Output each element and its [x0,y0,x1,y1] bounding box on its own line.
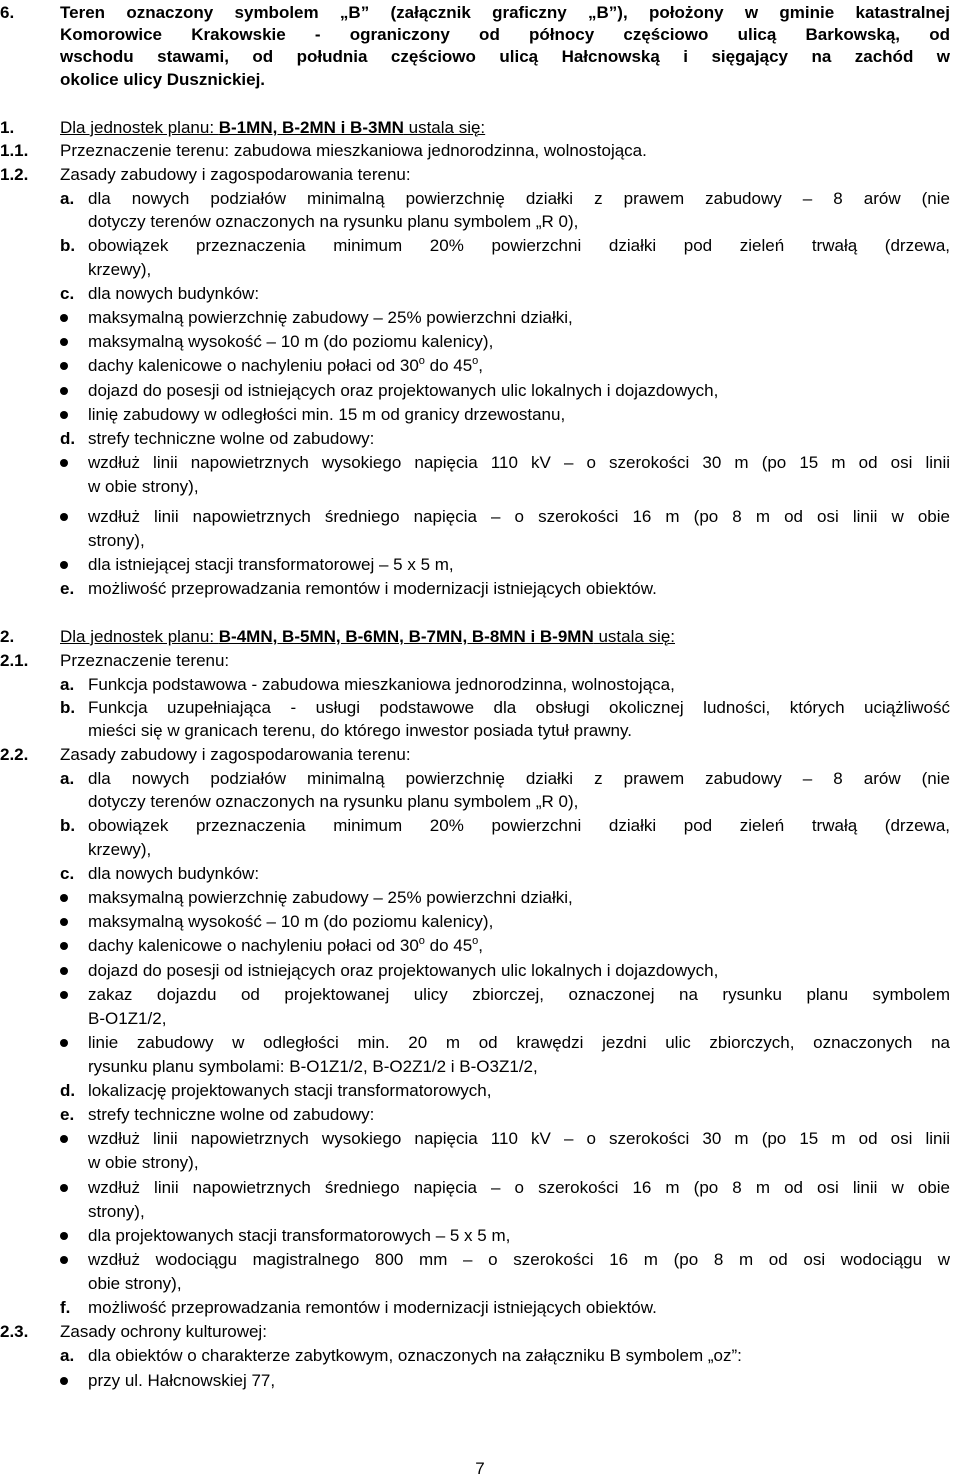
paragraph-text: Przeznaczenie terenu: [60,651,230,670]
bullet-text: dojazd do posesji od istniejących oraz projektowanych ulic lokalnych i dojazdowych, [88,961,719,980]
heading-line: Teren oznaczony symbolem „B” (załącznik graficzny „B”), położony w gminie katastralnej [60,3,950,22]
bullet-icon [60,362,68,370]
bullet-text: wzdłuż linii napowietrznych średniego napięcia – o szerokości 16 m (po 8 m od osi linii w obie [88,1178,950,1197]
bullet-text: dojazd do posesji od istniejących oraz projektowanych ulic lokalnych i dojazdowych, [88,381,719,400]
bullet-item [0,935,960,957]
bullet-text: wzdłuż wodociągu magistralnego 800 mm – o szerokości 16 m (po 8 m od osi wodociągu w [88,1250,950,1269]
bullet-text: w obie strony), [88,1153,199,1172]
bullet-icon [60,513,68,521]
list-item-a [0,188,960,210]
bullet-icon [60,1256,68,1264]
paragraph-text: Przeznaczenie terenu: zabudowa mieszkaniowa jednorodzinna, wolnostojąca. [60,141,647,160]
bullet-item [0,1225,960,1247]
list-item-b [0,815,960,837]
bullet-item-cont [0,1201,960,1223]
section-2-heading [0,626,960,648]
bullet-text: dla istniejącej stacji transformatorowej – 5 x 5 m, [88,555,454,574]
bullet-text: maksymalną wysokość – 10 m (do poziomu kalenicy), [88,912,494,931]
item-text: dla nowych podziałów minimalną powierzchnię działki z prawem zabudowy – 8 arów (nie [88,769,950,788]
heading-prefix: Dla jednostek planu: [60,627,219,646]
item-text: dotyczy terenów oznaczonych na rysunku planu symbolem „R 0), [88,792,579,811]
list-item-b [0,235,960,257]
bullet-item [0,1032,960,1054]
bullet-item [0,1249,960,1271]
item-text: Funkcja podstawowa - zabudowa mieszkaniowa jednorodzinna, wolnostojąca, [88,675,675,694]
bullet-text: wzdłuż linii napowietrznych średniego napięcia – o szerokości 16 m (po 8 m od osi linii w obie [88,507,950,526]
item-label: e. [60,1105,75,1124]
bullet-item-cont [0,530,960,552]
item-number: 1. [0,118,15,137]
item-label: a. [60,1346,75,1365]
item-label: a. [60,769,75,788]
bullet-icon [60,314,68,322]
bullet-icon [60,1377,68,1385]
heading-line: wschodu stawami, od południa częściowo ulicą Hałcnowską i sięgający na zachód w [60,47,950,66]
section-heading-text [60,117,485,139]
bullet-text: wzdłuż linii napowietrznych wysokiego napięcia 110 kV – o szerokości 30 m (po 15 m od osi linii [88,1129,950,1148]
bullet-icon [60,338,68,346]
heading-units: B-4MN, B-5MN, B-6MN, B-7MN, B-8MN i B-9MN [218,627,594,646]
bullet-item [0,1128,960,1150]
item-text: dotyczy terenów oznaczonych na rysunku planu symbolem „R 0), [88,212,579,231]
text-part: , [478,356,484,375]
bullet-item [0,355,960,377]
bullet-text: maksymalną powierzchnię zabudowy – 25% powierzchni działki, [88,888,573,907]
heading-line: Komorowice Krakowskie - ograniczony od północy częściowo ulicą Barkowską, od [60,25,950,44]
heading-line-row [0,46,960,68]
bullet-text: linie zabudowy w odległości min. 20 m od krawędzi jezdni ulic zbiorczych, oznaczonych na [88,1033,950,1052]
bullet-text: maksymalną wysokość – 10 m (do poziomu kalenicy), [88,332,494,351]
heading-line: okolice ulicy Dusznickiej. [60,70,266,89]
item-label: d. [60,429,76,448]
item-label: f. [60,1298,71,1317]
bullet-item [0,984,960,1006]
bullet-item [0,380,960,402]
bullet-item [0,911,960,933]
list-item-a-cont [0,791,960,813]
bullet-item [0,960,960,982]
bullet-item [0,1177,960,1199]
heading-units: B-1MN, B-2MN i B-3MN [218,118,404,137]
degree-sup: o [472,355,479,367]
item-text: Funkcja uzupełniająca - usługi podstawowe dla obsługi okolicznej ludności, których uciążliwość [88,698,950,717]
item-label: c. [60,864,75,883]
item-text: obowiązek przeznaczenia minimum 20% powierzchni działki pod zieleń trwałą (drzewa, [88,816,950,835]
bullet-text [88,935,483,957]
bullet-item-cont [0,1056,960,1078]
text-part: , [478,936,484,955]
bullet-item-cont [0,1273,960,1295]
list-item-a [0,1345,960,1367]
bullet-icon [60,1184,68,1192]
item-text: możliwość przeprowadzania remontów i modernizacji istniejących obiektów. [88,579,657,598]
heading-suffix: ustala się: [403,118,486,137]
item-text: strefy techniczne wolne od zabudowy: [88,429,375,448]
list-item-d [0,428,960,450]
paragraph-2-2 [0,744,960,766]
item-number: 2.2. [0,745,29,764]
item-label: e. [60,579,75,598]
item-number: 2. [0,627,15,646]
list-item-b [0,697,960,719]
paragraph-text: Zasady zabudowy i zagospodarowania terenu: [60,745,411,764]
paragraph-2-1 [0,650,960,672]
heading-line-row [0,69,960,91]
item-label: b. [60,236,76,255]
list-item-d [0,1080,960,1102]
list-item-a [0,768,960,790]
degree-sup: o [472,935,479,947]
heading-line-row [0,24,960,46]
bullet-icon [60,411,68,419]
item-number: 1.1. [0,141,29,160]
section-heading-text [60,626,675,648]
section-1-heading [0,117,960,139]
list-item-f [0,1297,960,1319]
list-item-c [0,863,960,885]
item-text: mieści się w granicach terenu, do którego inwestor posiada tytuł prawny. [88,721,632,740]
bullet-item [0,506,960,528]
heading-suffix: ustala się: [593,627,675,646]
bullet-icon [60,561,68,569]
bullet-icon [60,942,68,950]
degree-sup: o [418,355,425,367]
item-text: krzewy), [88,260,152,279]
section-6-heading [0,2,960,24]
item-number: 2.1. [0,651,29,670]
list-item-e [0,578,960,600]
bullet-icon [60,387,68,395]
list-item-e [0,1104,960,1126]
degree-sup: o [418,935,425,947]
item-text: dla nowych budynków: [88,284,260,303]
item-number: 2.3. [0,1322,29,1341]
page-number: 7 [475,1459,485,1478]
bullet-text: wzdłuż linii napowietrznych wysokiego napięcia 110 kV – o szerokości 30 m (po 15 m od osi linii [88,453,950,472]
bullet-text [88,355,483,377]
text-part: do 45 [424,356,473,375]
item-text: obowiązek przeznaczenia minimum 20% powierzchni działki pod zieleń trwałą (drzewa, [88,236,950,255]
bullet-text: rysunku planu symbolami: B-O1Z1/2, B-O2Z1/2 i B-O3Z1/2, [88,1057,538,1076]
paragraph-1-1 [0,140,960,162]
bullet-item [0,331,960,353]
bullet-item [0,404,960,426]
item-label: a. [60,189,75,208]
bullet-item [0,887,960,909]
section-number: 6. [0,3,15,22]
list-item-b-cont [0,839,960,861]
bullet-icon [60,1232,68,1240]
list-item-b-cont [0,259,960,281]
item-text: dla nowych budynków: [88,864,260,883]
item-text: dla obiektów o charakterze zabytkowym, oznaczonych na załączniku B symbolem „oz”: [88,1346,742,1365]
paragraph-text: Zasady ochrony kulturowej: [60,1322,267,1341]
bullet-text: zakaz dojazdu od projektowanej ulicy zbiorczej, oznaczonej na rysunku planu symbolem [88,985,950,1004]
item-label: d. [60,1081,76,1100]
item-label: c. [60,284,75,303]
bullet-item [0,307,960,329]
item-label: b. [60,816,76,835]
heading-prefix: Dla jednostek planu: [60,118,219,137]
list-item-c [0,283,960,305]
bullet-text: B-O1Z1/2, [88,1009,167,1028]
bullet-icon [60,1039,68,1047]
bullet-item-cont [0,1152,960,1174]
bullet-icon [60,459,68,467]
item-text: strefy techniczne wolne od zabudowy: [88,1105,375,1124]
bullet-text: w obie strony), [88,477,199,496]
item-text: lokalizację projektowanych stacji transformatorowych, [88,1081,492,1100]
bullet-icon [60,894,68,902]
bullet-text: linię zabudowy w odległości min. 15 m od granicy drzewostanu, [88,405,566,424]
text-part: dachy kalenicowe o nachyleniu połaci od 30 [88,356,419,375]
bullet-text: strony), [88,531,145,550]
bullet-icon [60,1135,68,1143]
bullet-item [0,554,960,576]
text-part: dachy kalenicowe o nachyleniu połaci od 30 [88,936,419,955]
item-text: dla nowych podziałów minimalną powierzchnię działki z prawem zabudowy – 8 arów (nie [88,189,950,208]
bullet-text: obie strony), [88,1274,182,1293]
item-label: b. [60,698,76,717]
bullet-icon [60,991,68,999]
item-label: a. [60,675,75,694]
list-item-a-cont [0,211,960,233]
bullet-item-cont [0,476,960,498]
bullet-icon [60,967,68,975]
list-item-b-cont [0,720,960,742]
list-item-a [0,674,960,696]
bullet-icon [60,918,68,926]
bullet-text: przy ul. Hałcnowskiej 77, [88,1371,276,1390]
item-text: krzewy), [88,840,152,859]
bullet-text: maksymalną powierzchnię zabudowy – 25% powierzchni działki, [88,308,573,327]
bullet-item-cont [0,1008,960,1030]
item-text: możliwość przeprowadzania remontów i modernizacji istniejących obiektów. [88,1298,657,1317]
paragraph-1-2 [0,164,960,186]
item-number: 1.2. [0,165,29,184]
paragraph-2-3 [0,1321,960,1343]
bullet-item [0,452,960,474]
bullet-text: strony), [88,1202,145,1221]
bullet-text: dla projektowanych stacji transformatorowych – 5 x 5 m, [88,1226,511,1245]
bullet-item [0,1370,960,1392]
text-part: do 45 [424,936,473,955]
paragraph-text: Zasady zabudowy i zagospodarowania terenu: [60,165,411,184]
